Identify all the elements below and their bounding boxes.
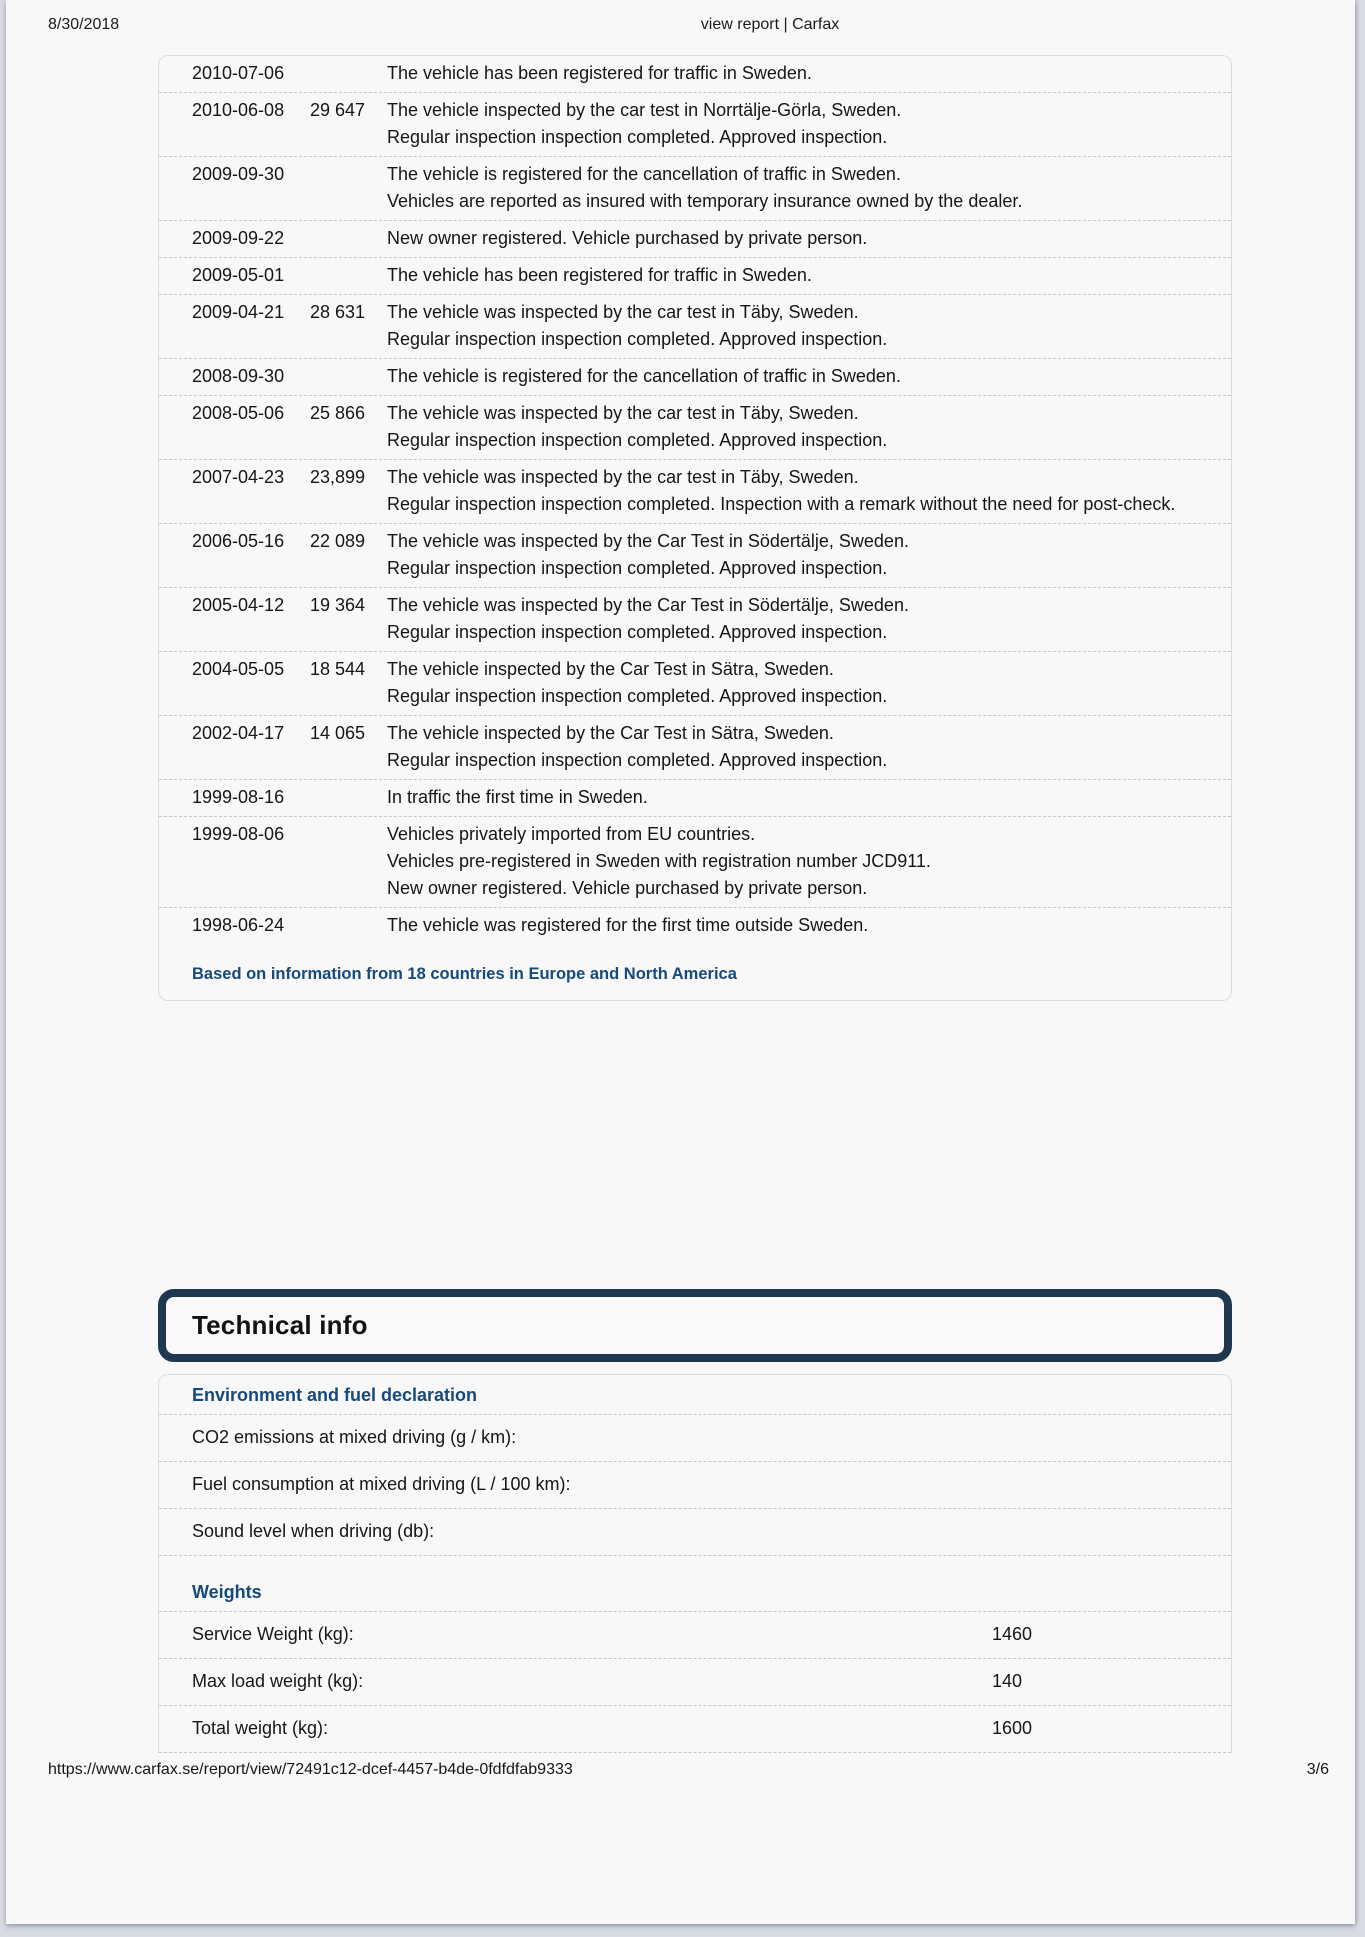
history-description bbox=[387, 265, 1202, 286]
history-row bbox=[159, 460, 1231, 524]
history-row bbox=[159, 716, 1231, 780]
history-row bbox=[159, 908, 1231, 944]
history-mileage bbox=[310, 824, 387, 899]
history-description-line: The vehicle is registered for the cancellation of traffic in Sweden. bbox=[387, 164, 901, 184]
history-description bbox=[387, 302, 1202, 350]
history-description-line: Vehicles are reported as insured with temporary insurance owned by the dealer. bbox=[387, 191, 1023, 211]
history-mileage: 14 065 bbox=[310, 723, 366, 743]
spec-value: 1460 bbox=[992, 1624, 1033, 1644]
history-description bbox=[387, 787, 1202, 808]
history-footnote: Based on information from 18 countries in Europe and North America bbox=[192, 965, 737, 983]
history-description-line: The vehicle was inspected by the car test in Täby, Sweden. bbox=[387, 467, 859, 487]
history-row bbox=[159, 258, 1231, 295]
spec-row bbox=[159, 1659, 1231, 1706]
history-mileage: 29 647 bbox=[310, 100, 366, 120]
print-header-date: 8/30/2018 bbox=[48, 16, 120, 33]
history-description bbox=[387, 659, 1202, 707]
spec-row bbox=[159, 1462, 1231, 1509]
history-row bbox=[159, 359, 1231, 396]
history-date: 2010-06-08 bbox=[192, 100, 285, 120]
history-description bbox=[387, 723, 1202, 771]
history-description bbox=[387, 531, 1202, 579]
history-description-line: Regular inspection inspection completed. Approved inspection. bbox=[387, 750, 888, 770]
history-mileage bbox=[310, 915, 387, 936]
history-date: 2004-05-05 bbox=[192, 659, 285, 679]
history-mileage: 18 544 bbox=[310, 659, 366, 679]
history-description bbox=[387, 63, 1202, 84]
technical-section bbox=[159, 1556, 1231, 1753]
footer-url: https://www.carfax.se/report/view/72491c12-dcef-4457-b4de-0fdfdfab9333 bbox=[48, 1761, 573, 1778]
history-row bbox=[159, 588, 1231, 652]
history-description-line: The vehicle inspected by the Car Test in Sätra, Sweden. bbox=[387, 723, 834, 743]
history-row bbox=[159, 56, 1231, 93]
history-date: 1998-06-24 bbox=[192, 915, 285, 935]
history-row bbox=[159, 780, 1231, 817]
history-mileage bbox=[310, 265, 387, 286]
history-description bbox=[387, 164, 1202, 212]
history-description-line: Regular inspection inspection completed. Approved inspection. bbox=[387, 127, 888, 147]
history-row bbox=[159, 817, 1231, 908]
scanned-report-page bbox=[6, 0, 1355, 1924]
history-description-line: Regular inspection inspection completed. Approved inspection. bbox=[387, 622, 888, 642]
spec-value bbox=[992, 1521, 1203, 1542]
history-description-line: Regular inspection inspection completed. Approved inspection. bbox=[387, 430, 888, 450]
history-description-line: The vehicle was inspected by the Car Test in Södertälje, Sweden. bbox=[387, 531, 909, 551]
history-mileage: 28 631 bbox=[310, 302, 366, 322]
history-description-line: The vehicle is registered for the cancellation of traffic in Sweden. bbox=[387, 366, 901, 386]
history-table bbox=[158, 55, 1232, 1001]
spec-label: Max load weight (kg): bbox=[192, 1671, 364, 1691]
technical-info-title-box bbox=[158, 1289, 1232, 1362]
history-description-line: The vehicle was registered for the first time outside Sweden. bbox=[387, 915, 869, 935]
technical-info-title: Technical info bbox=[192, 1310, 368, 1340]
spec-value: 140 bbox=[992, 1671, 1023, 1691]
technical-table bbox=[158, 1374, 1232, 1753]
spec-row bbox=[159, 1509, 1231, 1556]
history-description-line: New owner registered. Vehicle purchased by private person. bbox=[387, 228, 868, 248]
history-row bbox=[159, 295, 1231, 359]
history-mileage: 25 866 bbox=[310, 403, 366, 423]
section-heading: Weights bbox=[159, 1556, 1231, 1612]
history-description-line: The vehicle was inspected by the Car Test in Södertälje, Sweden. bbox=[387, 595, 909, 615]
history-row bbox=[159, 652, 1231, 716]
history-description bbox=[387, 366, 1202, 387]
history-description bbox=[387, 228, 1202, 249]
history-mileage bbox=[310, 228, 387, 249]
history-date: 2008-05-06 bbox=[192, 403, 285, 423]
spec-label: Service Weight (kg): bbox=[192, 1624, 354, 1644]
history-row bbox=[159, 93, 1231, 157]
history-description-line: Regular inspection inspection completed. Inspection with a remark without the need for post-check. bbox=[387, 494, 1176, 514]
history-mileage: 22 089 bbox=[310, 531, 366, 551]
technical-section bbox=[159, 1375, 1231, 1556]
history-description bbox=[387, 824, 1202, 899]
spec-row bbox=[159, 1612, 1231, 1659]
page-indicator: 3/6 bbox=[1306, 1761, 1329, 1778]
history-date: 2010-07-06 bbox=[192, 63, 285, 83]
spec-value bbox=[992, 1427, 1203, 1448]
spec-label: Sound level when driving (db): bbox=[192, 1521, 435, 1541]
history-description-line: Regular inspection inspection completed. Approved inspection. bbox=[387, 329, 888, 349]
history-date: 2009-09-22 bbox=[192, 228, 285, 248]
spec-label: CO2 emissions at mixed driving (g / km): bbox=[192, 1427, 517, 1447]
history-row bbox=[159, 157, 1231, 221]
history-description-line: In traffic the first time in Sweden. bbox=[387, 787, 648, 807]
history-date: 2002-04-17 bbox=[192, 723, 285, 743]
history-description-line: The vehicle has been registered for traffic in Sweden. bbox=[387, 63, 812, 83]
history-date: 2009-04-21 bbox=[192, 302, 285, 322]
history-description-line: The vehicle was inspected by the car test in Täby, Sweden. bbox=[387, 403, 859, 423]
history-date: 1999-08-16 bbox=[192, 787, 285, 807]
history-row bbox=[159, 396, 1231, 460]
history-date: 2006-05-16 bbox=[192, 531, 285, 551]
history-description bbox=[387, 467, 1202, 515]
history-description bbox=[387, 915, 1202, 936]
history-description bbox=[387, 403, 1202, 451]
history-description-line: The vehicle was inspected by the car test in Täby, Sweden. bbox=[387, 302, 859, 322]
history-date: 2005-04-12 bbox=[192, 595, 285, 615]
history-date: 2008-09-30 bbox=[192, 366, 285, 386]
history-date: 2009-05-01 bbox=[192, 265, 285, 285]
history-rows bbox=[159, 56, 1231, 944]
spec-label: Fuel consumption at mixed driving (L / 100 km): bbox=[192, 1474, 571, 1494]
history-description-line: The vehicle has been registered for traffic in Sweden. bbox=[387, 265, 812, 285]
history-mileage bbox=[310, 366, 387, 387]
spec-value: 1600 bbox=[992, 1718, 1033, 1738]
history-description-line: Vehicles privately imported from EU countries. bbox=[387, 824, 756, 844]
history-description bbox=[387, 100, 1202, 148]
spec-label: Total weight (kg): bbox=[192, 1718, 329, 1738]
history-date: 1999-08-06 bbox=[192, 824, 285, 844]
history-description bbox=[387, 595, 1202, 643]
history-mileage bbox=[310, 63, 387, 84]
history-row bbox=[159, 221, 1231, 258]
history-description-line: New owner registered. Vehicle purchased by private person. bbox=[387, 878, 868, 898]
spec-row bbox=[159, 1706, 1231, 1753]
history-description-line: The vehicle inspected by the car test in Norrtälje-Görla, Sweden. bbox=[387, 100, 902, 120]
history-description-line: Vehicles pre-registered in Sweden with registration number JCD911. bbox=[387, 851, 931, 871]
history-date: 2007-04-23 bbox=[192, 467, 285, 487]
history-row bbox=[159, 524, 1231, 588]
history-mileage: 23,899 bbox=[310, 467, 366, 487]
history-description-line: Regular inspection inspection completed. Approved inspection. bbox=[387, 558, 888, 578]
spec-row bbox=[159, 1415, 1231, 1462]
history-mileage bbox=[310, 787, 387, 808]
history-mileage: 19 364 bbox=[310, 595, 366, 615]
history-description-line: The vehicle inspected by the Car Test in Sätra, Sweden. bbox=[387, 659, 834, 679]
print-header-title: view report | Carfax bbox=[700, 16, 840, 33]
history-date: 2009-09-30 bbox=[192, 164, 285, 184]
history-mileage bbox=[310, 164, 387, 212]
history-description-line: Regular inspection inspection completed. Approved inspection. bbox=[387, 686, 888, 706]
spec-value bbox=[992, 1474, 1203, 1495]
section-heading: Environment and fuel declaration bbox=[159, 1375, 1231, 1415]
